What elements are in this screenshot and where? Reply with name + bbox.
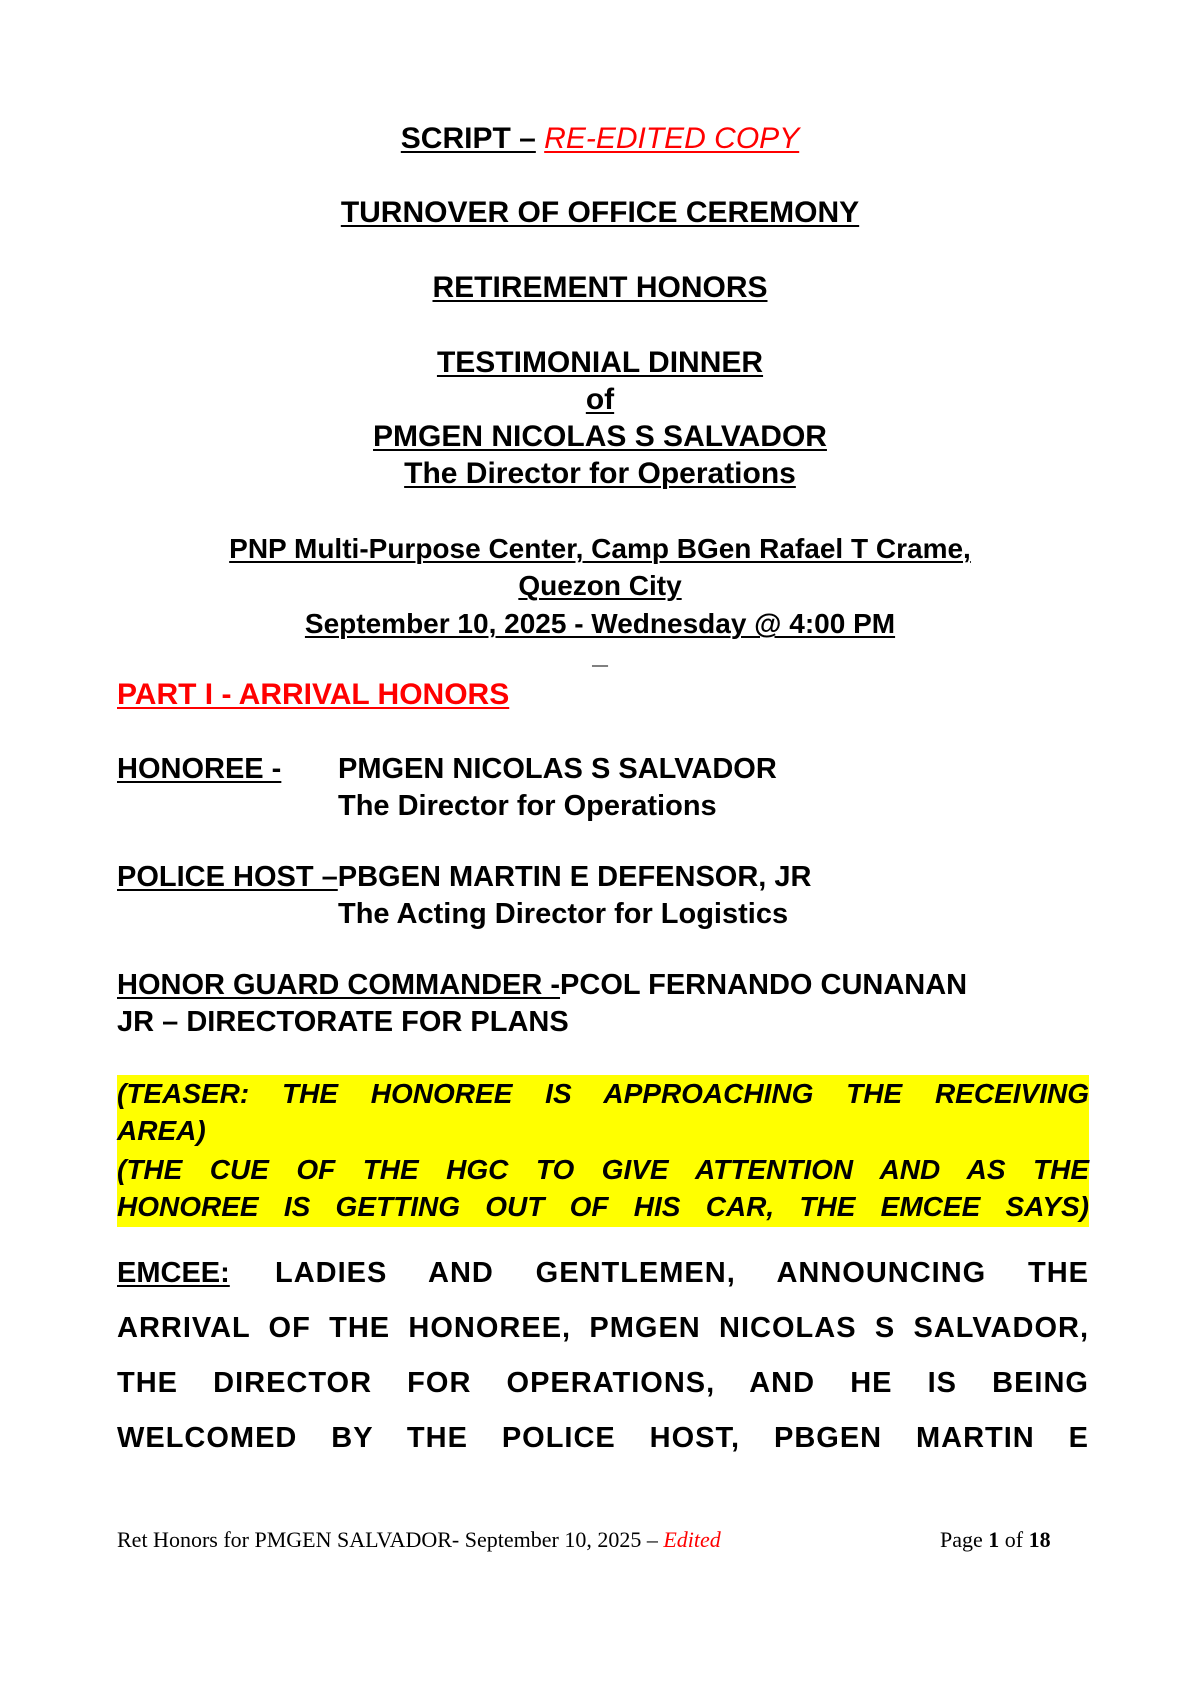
edit-status: RE-EDITED COPY xyxy=(544,122,800,155)
script-heading: SCRIPT – RE-EDITED COPY xyxy=(400,122,800,155)
emcee-line3: THE DIRECTOR FOR OPERATIONS, AND HE IS BEING xyxy=(117,1367,1089,1399)
honoree-name: PMGEN NICOLAS S SALVADOR xyxy=(338,753,777,785)
title-honoree-position: The Director for Operations xyxy=(404,457,796,490)
police-host-row xyxy=(117,863,811,892)
cue-teaser-highlight xyxy=(117,1075,1089,1151)
emcee-line4: WELCOMED BY THE POLICE HOST, PBGEN MARTIN E xyxy=(117,1422,1089,1454)
venue-line2: Quezon City xyxy=(518,570,682,601)
emcee-label: EMCEE: xyxy=(117,1257,230,1289)
hgc-row xyxy=(117,971,967,1000)
separator-dash: _ xyxy=(592,638,608,669)
footer-edit-status: Edited xyxy=(663,1527,721,1552)
title-of: of xyxy=(585,383,615,416)
cue-line4: HONOREE IS GETTING OUT OF HIS CAR, THE EMCEE SAYS) xyxy=(117,1191,1089,1222)
emcee-line2: ARRIVAL OF THE HONOREE, PMGEN NICOLAS S SALVADOR, xyxy=(117,1312,1089,1344)
title-testimonial: TESTIMONIAL DINNER xyxy=(436,346,764,379)
footer-page-number: Page 1 of 18 xyxy=(940,1527,1051,1552)
hgc-name-line2: JR – DIRECTORATE FOR PLANS xyxy=(117,1006,569,1038)
title-retirement: RETIREMENT HONORS xyxy=(432,271,768,304)
cue-line2: AREA) xyxy=(117,1115,206,1146)
event-date: September 10, 2025 - Wednesday @ 4:00 PM xyxy=(304,608,896,639)
cue-line1: (TEASER: THE HONOREE IS APPROACHING THE RECEIVING xyxy=(117,1078,1089,1109)
part1-title: PART I - ARRIVAL HONORS xyxy=(117,678,510,711)
hgc-name: PCOL FERNANDO CUNANAN xyxy=(560,969,968,1001)
venue-line1: PNP Multi-Purpose Center, Camp BGen Rafael T Crame, xyxy=(229,533,971,564)
footer-left: Ret Honors for PMGEN SALVADOR- September 10, 2025 – Edited xyxy=(117,1527,721,1552)
honoree-position: The Director for Operations xyxy=(338,790,717,822)
police-host-name: PBGEN MARTIN E DEFENSOR, JR xyxy=(337,861,812,893)
emcee-line1: LADIES AND GENTLEMEN, ANNOUNCING THE xyxy=(275,1257,1089,1289)
cue-line3: (THE CUE OF THE HGC TO GIVE ATTENTION AND AS THE xyxy=(117,1154,1089,1185)
police-host-label: POLICE HOST – xyxy=(117,861,338,893)
police-host-position: The Acting Director for Logistics xyxy=(338,898,789,930)
title-turnover: TURNOVER OF OFFICE CEREMONY xyxy=(340,196,860,229)
hgc-label: HONOR GUARD COMMANDER - xyxy=(117,969,561,1001)
title-honoree-name: PMGEN NICOLAS S SALVADOR xyxy=(373,420,827,453)
cue-hgc-highlight xyxy=(117,1151,1089,1227)
honoree-label: HONOREE - xyxy=(117,753,282,785)
